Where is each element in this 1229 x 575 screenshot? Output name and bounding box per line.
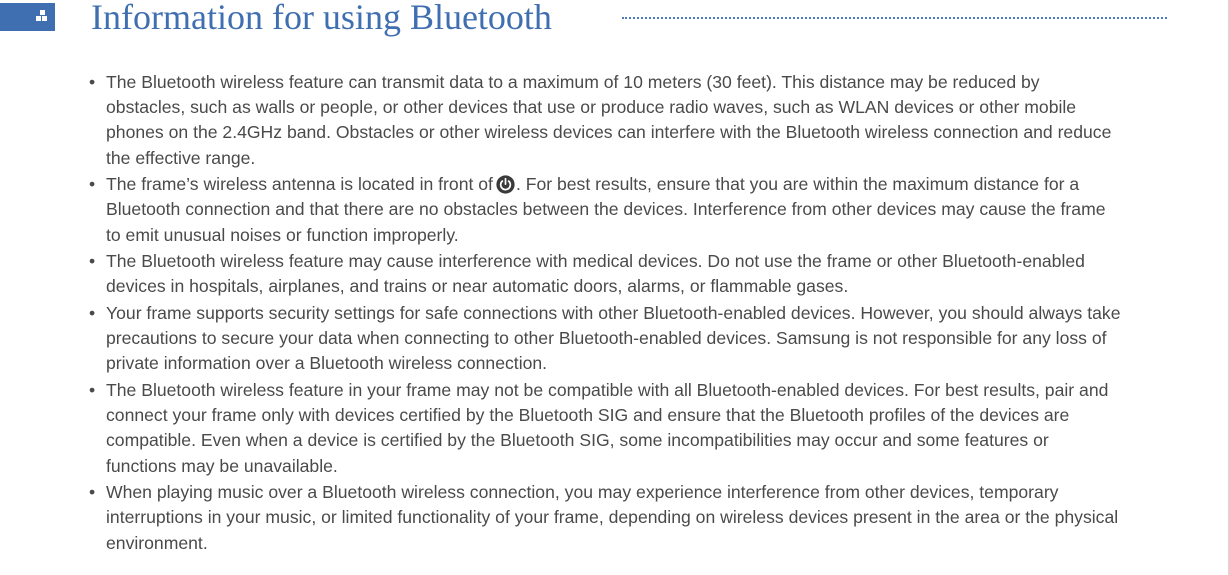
bullet-text: The Bluetooth wireless feature in your frame may not be compatible with all Bluetooth-enabled devices. For best results, pair and connect your frame only with devices certified by the Bluetooth SIG and ensure that the Bluetooth profiles of the devices are compatible. Even when a device is certified by the Bluetooth SIG, some incompatibilities may occur and some features or functions may be unavailable. bbox=[106, 380, 1109, 476]
bullet-dot: • bbox=[89, 174, 96, 195]
power-icon bbox=[496, 175, 515, 194]
bullet-text: When playing music over a Bluetooth wireless connection, you may experience interference from other devices, temporary interruptions in your music, or limited functionality of your frame, depending on wireless devices present in the area or the physical environment. bbox=[106, 482, 1119, 553]
list-item bbox=[89, 249, 1123, 299]
title-dotted-rule bbox=[622, 17, 1167, 19]
section-marker-icon bbox=[36, 10, 49, 23]
bullet-dot: • bbox=[89, 303, 96, 323]
bullet-list bbox=[89, 70, 1123, 557]
bullet-text: The Bluetooth wireless feature can transmit data to a maximum of 10 meters (30 feet). This distance may be reduced by obstacles, such as walls or people, or other devices that use or produce radio waves, such as WLAN devices or other mobile phones on the 2.4GHz band. Obstacles or other wireless devices can interfere with the Bluetooth wireless connection and reduce the effective range. bbox=[106, 72, 1112, 168]
bullet-dot: • bbox=[89, 380, 96, 400]
bullet-text: Your frame supports security settings for safe connections with other Bluetooth-enabled devices. However, you should always take precautions to secure your data when connecting to other Bluetooth-enabled devices. Samsung is not responsible for any loss of private information over a Bluetooth wireless connection. bbox=[106, 303, 1121, 374]
section-marker bbox=[0, 3, 55, 31]
list-item bbox=[89, 70, 1123, 171]
list-item bbox=[89, 378, 1123, 479]
bullet-text-after-icon: . For best results, ensure that you are within the maximum distance for a Bluetooth connection and that there are no obstacles between the devices. Interference from other devices may cause the frame to emit unusual noises or function improperly. bbox=[106, 174, 1106, 245]
bullet-text-before-icon: The frame’s wireless antenna is located in front of bbox=[106, 174, 493, 195]
list-item bbox=[89, 480, 1123, 556]
list-item bbox=[89, 301, 1123, 377]
bullet-dot: • bbox=[89, 482, 96, 503]
bullet-dot: • bbox=[89, 72, 96, 92]
bullet-dot: • bbox=[89, 251, 96, 272]
bullet-text: The Bluetooth wireless feature may cause interference with medical devices. Do not use the frame or other Bluetooth-enabled devices in hospitals, airplanes, and trains or near automatic doors, alarms, or flammable gases. bbox=[106, 251, 1085, 297]
page-title: Information for using Bluetooth bbox=[91, 0, 552, 37]
list-item bbox=[89, 172, 1123, 248]
